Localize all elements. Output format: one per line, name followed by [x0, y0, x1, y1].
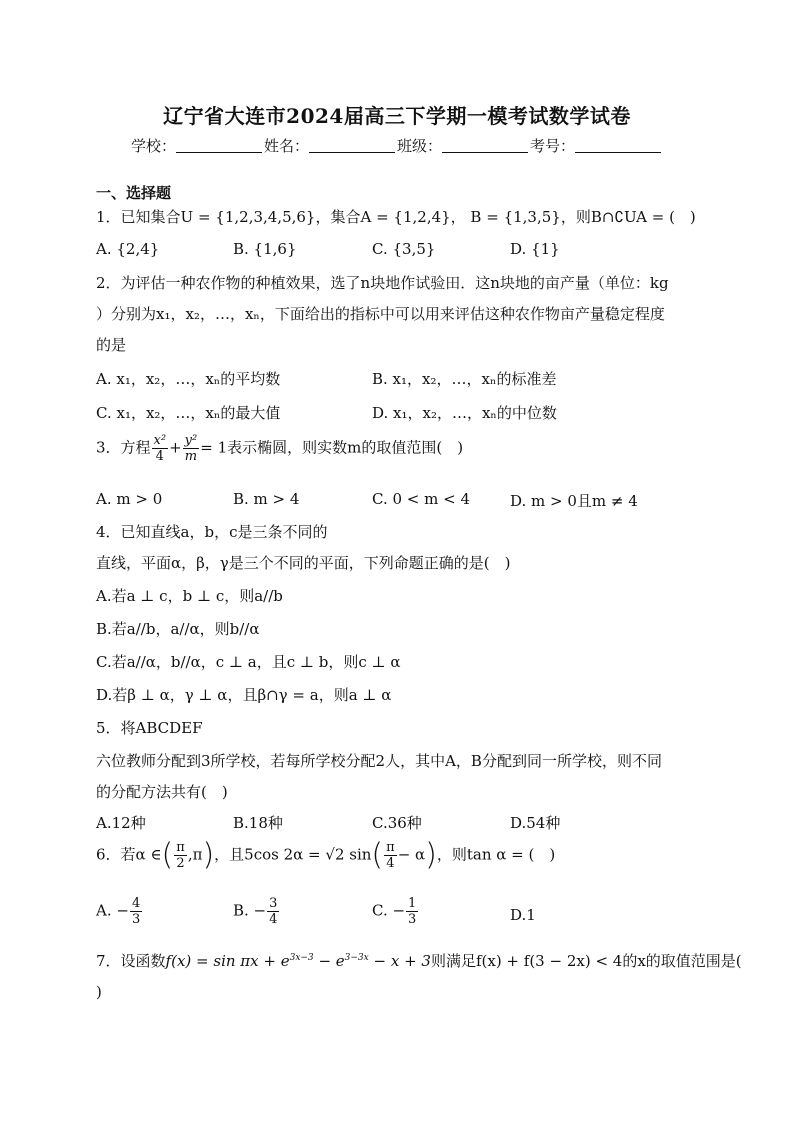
- school-label: 学校：: [130, 137, 176, 155]
- class-label: 班级：: [397, 137, 443, 155]
- q7-condition: 则满足f(x) + f(3 − 2x) < 4的x的取值范围是(: [430, 952, 742, 970]
- q6-b-label: B. −: [233, 901, 267, 920]
- q6-c-num: 1: [408, 896, 417, 911]
- q7-minus-e: − e: [313, 952, 345, 970]
- number-label: 考号：: [530, 137, 576, 155]
- q4-option-b[interactable]: B.若a//b，a//α，则b//α: [96, 620, 260, 638]
- section-heading: 一、选择题: [96, 184, 172, 202]
- q6-pi-tail: ,π: [187, 845, 203, 864]
- q7-tail: − x + 3: [368, 952, 431, 970]
- q3-option-d[interactable]: D. m > 0且m ≠ 4: [510, 492, 638, 510]
- q6-stem: [96, 837, 556, 873]
- q3-suffix: = 1表示椭圆，则实数m的取值范围( ): [200, 438, 464, 457]
- q6-c-fraction: [406, 896, 418, 927]
- q6-b-den: 4: [269, 912, 278, 927]
- q2-option-d[interactable]: D. x₁，x₂，…，xₙ的中位数: [372, 404, 557, 422]
- q6-minus-alpha: − α: [397, 845, 426, 864]
- q1-option-d[interactable]: D. {1}: [510, 240, 560, 258]
- q6-a-num: 4: [131, 896, 141, 911]
- q6-pi-2: π: [386, 840, 395, 855]
- q6-two: 2: [176, 856, 185, 871]
- q3-option-b[interactable]: B. m > 4: [233, 490, 300, 508]
- q4-line-1: 4．已知直线a，b，c是三条不同的: [96, 523, 328, 541]
- student-info: [0, 135, 794, 156]
- q6-a-den: 3: [131, 912, 141, 927]
- q2-line-2: ）分别为x₁，x₂，…，xₙ，下面给出的指标中可以用来评估这种农作物亩产量稳定程度: [96, 305, 665, 323]
- q3-frac1-num: x²: [153, 433, 167, 448]
- q3-plus: +: [169, 438, 182, 457]
- q2-option-c[interactable]: C. x₁，x₂，…，xₙ的最大值: [96, 404, 281, 422]
- q4-option-a[interactable]: A.若a ⊥ c，b ⊥ c，则a//b: [96, 587, 283, 605]
- q6-c-den: 3: [408, 912, 417, 927]
- name-label: 姓名：: [263, 137, 309, 155]
- q5-line-2: 六位教师分配到3所学校，若每所学校分配2人，其中A，B分配到同一所学校，则不同: [96, 752, 662, 770]
- q5-option-c[interactable]: C.36种: [372, 814, 422, 832]
- q3-frac2-num: y²: [184, 433, 198, 448]
- q7-prefix: 7．设函数: [96, 952, 166, 970]
- q1-option-c[interactable]: C. {3,5}: [372, 240, 436, 258]
- q6-a-label: A. −: [96, 901, 129, 920]
- q6-right-paren-2: ): [425, 837, 437, 873]
- q3-option-a[interactable]: A. m > 0: [96, 490, 163, 508]
- q7-exponent-2: 3−3x: [344, 953, 369, 963]
- q3-fraction-y: [183, 433, 200, 464]
- q6-right-paren: ): [202, 837, 215, 873]
- q2-option-b[interactable]: B. x₁，x₂，…，xₙ的标准差: [372, 370, 557, 388]
- q6-suffix: ，则tan α = ( ): [436, 845, 556, 864]
- q6-left-paren: (: [161, 837, 174, 873]
- q6-option-c[interactable]: [372, 896, 419, 927]
- q3-fraction-x: [152, 433, 169, 464]
- q1-option-b[interactable]: B. {1,6}: [233, 240, 297, 258]
- q2-option-a[interactable]: A. x₁，x₂，…，xₙ的平均数: [96, 370, 281, 388]
- q6-option-b[interactable]: [233, 896, 280, 927]
- q5-line-3: 的分配方法共有( ): [96, 783, 228, 801]
- q4-option-c[interactable]: C.若a//α，b//α，c ⊥ a，且c ⊥ b，则c ⊥ α: [96, 653, 401, 671]
- q6-a-fraction: [130, 896, 142, 927]
- name-blank[interactable]: [309, 138, 395, 153]
- q3-option-c[interactable]: C. 0 < m < 4: [372, 490, 470, 508]
- q7-exponent-1: 3x−3: [289, 953, 314, 963]
- q6-option-a[interactable]: [96, 896, 143, 927]
- q6-mid: ，且5cos 2α = √2 sin: [214, 845, 372, 864]
- q3-prefix: 3．方程: [96, 438, 151, 457]
- q2-line-3: 的是: [96, 336, 127, 354]
- q5-line-1: 5．将ABCDEF: [96, 719, 203, 737]
- q6-option-d[interactable]: D.1: [510, 906, 536, 924]
- q5-option-b[interactable]: B.18种: [233, 814, 283, 832]
- q6-prefix: 6．若α ∈: [96, 845, 162, 864]
- q5-option-a[interactable]: A.12种: [96, 814, 146, 832]
- q6-fraction-pi-2: [174, 840, 187, 871]
- q2-line-1: 2．为评估一种农作物的种植效果，选了n块地作试验田．这n块地的亩产量（单位：kg: [96, 274, 669, 292]
- class-blank[interactable]: [442, 138, 528, 153]
- q3-stem: [96, 433, 463, 464]
- q1-stem: 1．已知集合U = {1,2,3,4,5,6}，集合A = {1,2,4}， B = {1,3,5}，则B∩∁UA = ( ): [96, 208, 696, 226]
- q5-option-d[interactable]: D.54种: [510, 814, 561, 832]
- q1-option-a[interactable]: A. {2,4}: [96, 240, 160, 258]
- page-title: 辽宁省大连市2024届高三下学期一模考试数学试卷: [163, 104, 631, 128]
- q6-b-fraction: [267, 896, 279, 927]
- q6-b-num: 3: [269, 896, 278, 911]
- q6-fraction-pi-4: [384, 840, 397, 871]
- q6-c-label: C. −: [372, 901, 406, 920]
- q7-function: f(x) = sin πx + e: [165, 952, 290, 970]
- q7-stem: [96, 950, 742, 971]
- school-blank[interactable]: [176, 138, 262, 153]
- number-blank[interactable]: [575, 138, 661, 153]
- q7-line-2: ): [96, 983, 102, 1001]
- q6-four: 4: [386, 856, 395, 871]
- q6-pi: π: [176, 840, 185, 855]
- q4-option-d[interactable]: D.若β ⊥ α，γ ⊥ α，且β∩γ = a，则a ⊥ α: [96, 686, 392, 704]
- q4-line-2: 直线，平面α，β，γ是三个不同的平面，下列命题正确的是( ): [96, 554, 511, 572]
- q6-left-paren-2: (: [371, 837, 384, 873]
- q3-frac2-den: m: [184, 449, 198, 464]
- q3-frac1-den: 4: [155, 449, 164, 464]
